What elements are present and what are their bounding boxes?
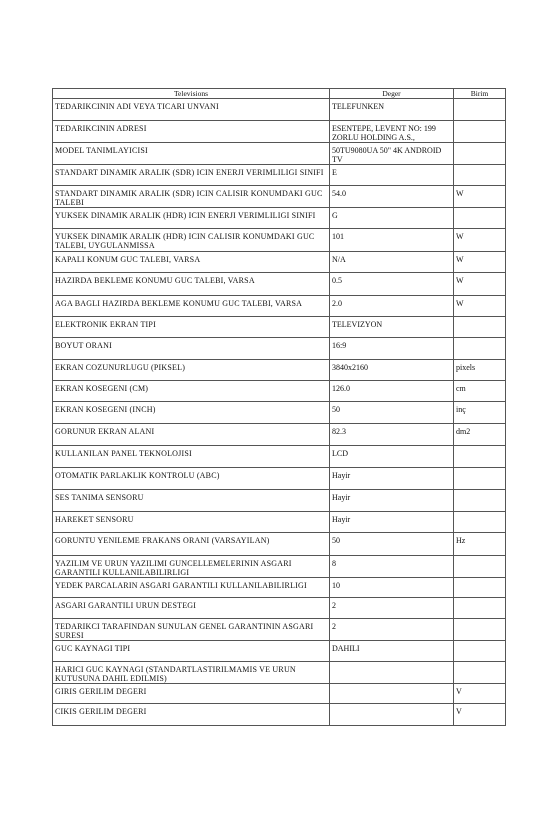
row-name-cell — [53, 99, 330, 121]
table-row — [53, 512, 506, 533]
row-name: TEDARIKCI TARAFINDAN SUNULAN GENEL GARANTININ ASGARI SURESI — [55, 622, 314, 640]
row-name-cell — [53, 381, 330, 402]
row-value — [332, 662, 451, 665]
row-name-cell — [53, 317, 330, 338]
row-value-cell — [330, 208, 454, 229]
header-unit: Birim — [454, 89, 506, 99]
row-name: KULLANILAN PANEL TEKNOLOJISI — [55, 449, 192, 458]
row-name: EKRAN KOSEGENI (CM) — [55, 384, 149, 393]
row-unit: dm2 — [456, 427, 471, 436]
row-value-cell — [330, 229, 454, 252]
row-name: YUKSEK DINAMIK ARALIK (HDR) ICIN CALISIR KONUMDAKI GUC TALEBI, UYGULANMISSA — [55, 232, 315, 250]
row-unit — [456, 598, 503, 601]
row-name: HARICI GUC KAYNAGI (STANDARTLASTIRILMAMIS VE URUN KUTUSUNA DAHIL EDILMIS) — [55, 665, 296, 683]
row-value-cell — [330, 252, 454, 273]
row-value-cell — [330, 556, 454, 578]
row-unit: cm — [456, 384, 466, 393]
row-value-cell — [330, 296, 454, 317]
row-unit — [456, 208, 503, 211]
table-row — [53, 556, 506, 578]
row-name: HAREKET SENSORU — [55, 515, 134, 524]
row-name: EKRAN KOSEGENI (INCH) — [55, 405, 156, 414]
row-unit — [456, 619, 503, 622]
row-unit — [456, 512, 503, 515]
row-unit: W — [456, 276, 464, 285]
row-value-cell — [330, 99, 454, 121]
row-value-cell — [330, 424, 454, 446]
row-unit-cell — [454, 578, 506, 598]
row-value — [332, 704, 451, 707]
row-unit — [456, 143, 503, 146]
row-unit — [456, 490, 503, 493]
row-name: STANDART DINAMIK ARALIK (SDR) ICIN ENERJI VERIMLILIGI SINIFI — [55, 168, 324, 177]
row-unit — [456, 446, 503, 449]
row-name-cell — [53, 619, 330, 641]
table-row — [53, 598, 506, 619]
row-name-cell — [53, 556, 330, 578]
row-unit-cell — [454, 381, 506, 402]
row-name-cell — [53, 533, 330, 556]
row-unit-cell — [454, 229, 506, 252]
table-row — [53, 381, 506, 402]
row-unit — [456, 662, 503, 665]
row-unit-cell — [454, 317, 506, 338]
row-unit — [456, 165, 503, 168]
row-unit — [456, 578, 503, 581]
row-value: Hayir — [332, 515, 351, 524]
table-row — [53, 684, 506, 704]
row-value: 2.0 — [332, 299, 342, 308]
row-value-cell — [330, 468, 454, 490]
row-unit-cell — [454, 402, 506, 424]
row-name-cell — [53, 424, 330, 446]
row-name: EKRAN COZUNURLUGU (PIKSEL) — [55, 363, 186, 372]
row-value-cell — [330, 512, 454, 533]
row-unit: V — [456, 687, 462, 696]
row-value-cell — [330, 598, 454, 619]
table-row — [53, 143, 506, 165]
row-name-cell — [53, 578, 330, 598]
row-name-cell — [53, 512, 330, 533]
header-televisions: Televisions — [53, 89, 330, 99]
row-value-cell — [330, 533, 454, 556]
table-row — [53, 165, 506, 186]
row-unit-cell — [454, 512, 506, 533]
row-unit — [456, 468, 503, 471]
row-value-cell — [330, 619, 454, 641]
row-unit-cell — [454, 165, 506, 186]
row-name-cell — [53, 229, 330, 252]
row-name: YUKSEK DINAMIK ARALIK (HDR) ICIN ENERJI VERIMLILIGI SINIFI — [55, 211, 316, 220]
row-name-cell — [53, 165, 330, 186]
table-row — [53, 317, 506, 338]
row-value-cell — [330, 402, 454, 424]
row-name-cell — [53, 208, 330, 229]
row-unit-cell — [454, 99, 506, 121]
row-unit-cell — [454, 208, 506, 229]
row-value-cell — [330, 684, 454, 704]
row-name-cell — [53, 338, 330, 360]
table-row — [53, 229, 506, 252]
row-unit: W — [456, 255, 464, 264]
row-value-cell — [330, 704, 454, 726]
row-unit — [456, 317, 503, 320]
table-row — [53, 338, 506, 360]
row-name-cell — [53, 360, 330, 381]
row-name: TEDARIKCININ ADI VEYA TICARI UNVANI — [55, 102, 219, 111]
table-row — [53, 619, 506, 641]
row-value-cell — [330, 317, 454, 338]
table-row — [53, 360, 506, 381]
header-value: Deger — [330, 89, 454, 99]
row-unit-cell — [454, 704, 506, 726]
row-unit-cell — [454, 598, 506, 619]
row-value: E — [332, 168, 337, 177]
table-row — [53, 424, 506, 446]
row-value-cell — [330, 578, 454, 598]
row-unit-cell — [454, 468, 506, 490]
row-value-cell — [330, 338, 454, 360]
row-name-cell — [53, 641, 330, 662]
product-info-table — [52, 88, 506, 726]
row-value: 50 — [332, 405, 340, 414]
table-row — [53, 578, 506, 598]
row-unit: inç — [456, 405, 466, 414]
row-unit-cell — [454, 424, 506, 446]
row-name-cell — [53, 490, 330, 512]
row-value: 3840x2160 — [332, 363, 368, 372]
row-value: 126.0 — [332, 384, 350, 393]
row-unit-cell — [454, 556, 506, 578]
row-unit-cell — [454, 619, 506, 641]
table-row — [53, 186, 506, 208]
row-unit: W — [456, 232, 464, 241]
row-value: 2 — [332, 622, 336, 631]
row-unit-cell — [454, 273, 506, 296]
table-header-row — [53, 89, 506, 99]
row-name: HAZIRDA BEKLEME KONUMU GUC TALEBI, VARSA — [55, 276, 255, 285]
row-unit-cell — [454, 662, 506, 684]
row-value-cell — [330, 641, 454, 662]
row-unit: Hz — [456, 536, 466, 545]
row-name-cell — [53, 296, 330, 317]
row-name: MODEL TANIMLAYICISI — [55, 146, 148, 155]
row-name: GIRIS GERILIM DEGERI — [55, 687, 147, 696]
row-unit — [456, 121, 503, 124]
table-row — [53, 99, 506, 121]
row-value-cell — [330, 381, 454, 402]
row-value: 2 — [332, 601, 336, 610]
row-unit: W — [456, 189, 464, 198]
row-unit-cell — [454, 186, 506, 208]
row-name: GORUNTU YENILEME FRAKANS ORANI (VARSAYILAN) — [55, 536, 270, 545]
row-name: TEDARIKCININ ADRESI — [55, 124, 147, 133]
row-unit-cell — [454, 338, 506, 360]
table-row — [53, 533, 506, 556]
table-row — [53, 468, 506, 490]
row-unit-cell — [454, 121, 506, 143]
row-value: 50TU9080UA 50" 4K ANDROID TV — [332, 146, 442, 164]
table-row — [53, 296, 506, 317]
row-value: 8 — [332, 559, 336, 568]
row-unit-cell — [454, 684, 506, 704]
row-name-cell — [53, 186, 330, 208]
table-row — [53, 662, 506, 684]
row-name-cell — [53, 662, 330, 684]
row-name-cell — [53, 704, 330, 726]
row-value: 101 — [332, 232, 344, 241]
row-name: SES TANIMA SENSORU — [55, 493, 144, 502]
row-unit-cell — [454, 446, 506, 468]
row-value: 82.3 — [332, 427, 346, 436]
row-value: 16:9 — [332, 341, 347, 350]
row-unit: V — [456, 707, 462, 716]
row-name-cell — [53, 598, 330, 619]
row-name: AGA BAGLI HAZIRDA BEKLEME KONUMU GUC TALEBI, VARSA — [55, 299, 303, 308]
table-row — [53, 208, 506, 229]
row-value: 54.0 — [332, 189, 346, 198]
row-unit — [456, 641, 503, 644]
row-value-cell — [330, 186, 454, 208]
row-name-cell — [53, 468, 330, 490]
row-name: GUC KAYNAGI TIPI — [55, 644, 131, 653]
row-name: CIKIS GERILIM DEGERI — [55, 707, 147, 716]
table-row — [53, 704, 506, 726]
row-name: OTOMATIK PARLAKLIK KONTROLU (ABC) — [55, 471, 220, 480]
row-unit-cell — [454, 252, 506, 273]
row-value-cell — [330, 446, 454, 468]
row-unit — [456, 556, 503, 559]
row-unit-cell — [454, 296, 506, 317]
row-unit-cell — [454, 490, 506, 512]
row-unit-cell — [454, 360, 506, 381]
row-value-cell — [330, 273, 454, 296]
row-value: Hayir — [332, 493, 351, 502]
row-value-cell — [330, 360, 454, 381]
row-value: TELEFUNKEN — [332, 102, 384, 111]
row-value: DAHILI — [332, 644, 360, 653]
row-unit — [456, 99, 503, 102]
row-name: STANDART DINAMIK ARALIK (SDR) ICIN CALISIR KONUMDAKI GUC TALEBI — [55, 189, 323, 207]
row-unit: pixels — [456, 363, 476, 372]
table-row — [53, 273, 506, 296]
row-unit-cell — [454, 143, 506, 165]
row-value: N/A — [332, 255, 346, 264]
row-name-cell — [53, 121, 330, 143]
row-value: TELEVIZYON — [332, 320, 383, 329]
row-name-cell — [53, 402, 330, 424]
row-name: BOYUT ORANI — [55, 341, 112, 350]
row-name: YEDEK PARCALARIN ASGARI GARANTILI KULLANILABILIRLIGI — [55, 581, 307, 590]
table-row — [53, 490, 506, 512]
row-value-cell — [330, 490, 454, 512]
table-row — [53, 402, 506, 424]
row-value: G — [332, 211, 338, 220]
row-name: YAZILIM VE URUN YAZILIMI GUNCELLEMELERININ ASGARI GARANTILI KULLANILABILIRLIGI — [55, 559, 292, 577]
table-row — [53, 641, 506, 662]
table-row — [53, 121, 506, 143]
table-row — [53, 446, 506, 468]
row-value — [332, 684, 451, 687]
row-value-cell — [330, 165, 454, 186]
row-value-cell — [330, 121, 454, 143]
row-name-cell — [53, 446, 330, 468]
row-name-cell — [53, 273, 330, 296]
row-value-cell — [330, 143, 454, 165]
row-name: KAPALI KONUM GUC TALEBI, VARSA — [55, 255, 201, 264]
row-name: ELEKTRONIK EKRAN TIPI — [55, 320, 156, 329]
table-body — [53, 99, 506, 726]
row-name: ASGARI GARANTILI URUN DESTEGI — [55, 601, 197, 610]
row-value: 10 — [332, 581, 340, 590]
row-name-cell — [53, 252, 330, 273]
row-value: ESENTEPE, LEVENT NO: 199 ZORLU HOLDING A.S., — [332, 124, 436, 142]
row-name: GORUNUR EKRAN ALANI — [55, 427, 155, 436]
row-name-cell — [53, 684, 330, 704]
table-row — [53, 252, 506, 273]
row-unit — [456, 338, 503, 341]
row-unit-cell — [454, 641, 506, 662]
row-value: 50 — [332, 536, 340, 545]
row-value: LCD — [332, 449, 348, 458]
row-name-cell — [53, 143, 330, 165]
row-unit-cell — [454, 533, 506, 556]
row-value: Hayir — [332, 471, 351, 480]
spec-sheet — [52, 88, 505, 726]
row-unit: W — [456, 299, 464, 308]
row-value: 0.5 — [332, 276, 342, 285]
row-value-cell — [330, 662, 454, 684]
